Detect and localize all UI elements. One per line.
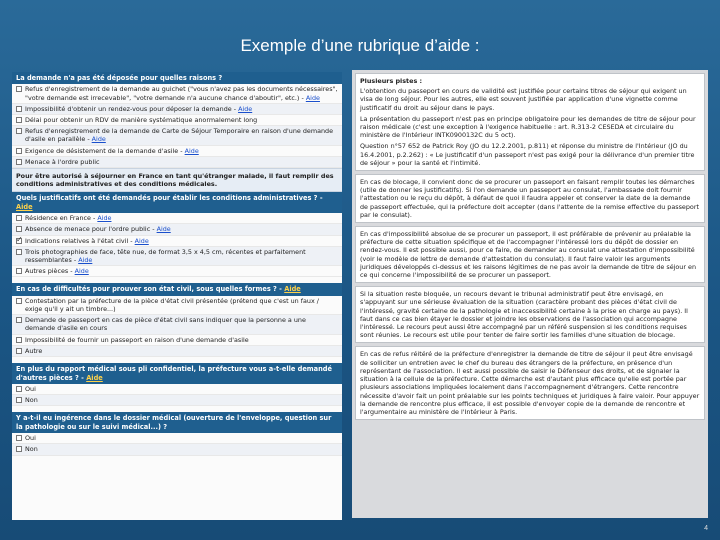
- option-checkbox[interactable]: [16, 117, 22, 123]
- option-text: Absence de menace pour l'ordre public: [25, 225, 151, 234]
- option-row[interactable]: [12, 146, 342, 157]
- question-header-reasons: [12, 72, 342, 84]
- option-label: [25, 158, 338, 166]
- justificatifs-options: [12, 213, 342, 277]
- help-paragraph: Si la situation reste bloquée, un recours devant le tribunal administratif peut être envisagé, en s'appuyant sur une sérieuse évaluation de la situation (caractère probant des pièces d'état civil de l'intéressé, gravité certaine de la pathologie et inaccessibilité certaine à la prise en charge au pays). Il faut dans ce cas bien étayer le dossier et joindre les observations de l'association qui accompagne l'intéressé. Le recours peut aussi être accompagné par un référé suspension si les conditions requises sont réunies. Le recours est utile pour tenter de faire sortir les familles d'une situation de blocage.: [360, 290, 688, 340]
- option-row[interactable]: [12, 213, 342, 224]
- question-text: Quels justificatifs ont été demandés pour établir les conditions administratives ?: [16, 194, 318, 203]
- question-text: En cas de difficultés pour prouver son état civil, sous quelles formes ?: [16, 285, 277, 294]
- question-text: La demande n'a pas été déposée pour quelles raisons ?: [16, 74, 223, 82]
- question-header-etat-civil: En cas de difficultés pour prouver son état civil, sous quelles formes ? - Aide: [12, 283, 342, 295]
- option-row[interactable]: [12, 335, 342, 346]
- aide-link[interactable]: Aide: [16, 202, 33, 211]
- option-row[interactable]: [12, 115, 342, 126]
- question-text: Y a-t-il eu ingérence dans le dossier médical (ouverture de l'enveloppe, question sur la pathologie ou sur le suivi médical...) ?: [16, 414, 332, 431]
- option-text: Non: [25, 396, 38, 405]
- option-text: Menace à l'ordre public: [25, 157, 100, 166]
- help-paragraph: En cas d'impossibilité absolue de se procurer un passeport, il est préférable de prévenir au préalable la préfecture de cette situation spécifique et de l'accompagner l'intéressé lors du dépôt de dossier en rendez-vous. Il est possible aussi, pour ce faire, de demander au consulat une attestation d'impossibilité (voir le modèle de lettre de demande d'attestation du consulat). Il faut faire valoir les arguments juridiques développés ci-dessus et les raisons légitimes de ne pas avoir la demande de titre de séjour en ce qui concerne l'impossibilité de se procurer un passeport.: [360, 230, 696, 280]
- option-row[interactable]: [12, 84, 342, 103]
- aide-link[interactable]: Aide: [74, 267, 89, 276]
- option-label: Refus d'enregistrement de la demande au guichet ("vous n'avez pas les documents nécessaires", "votre demande est irrecevable", "votre demande n'a aucune chance d'aboutir", etc.) - Aide: [25, 85, 338, 102]
- option-label: [25, 336, 338, 344]
- option-row[interactable]: [12, 224, 342, 235]
- option-checkbox[interactable]: [16, 317, 22, 323]
- option-checkbox[interactable]: [16, 215, 22, 221]
- option-checkbox[interactable]: [16, 298, 22, 304]
- option-label: [25, 434, 338, 442]
- aide-link[interactable]: Aide: [78, 256, 93, 265]
- option-checkbox[interactable]: [16, 337, 22, 343]
- option-text: Délai pour obtenir un RDV de manière systématique anormalement long: [25, 116, 258, 125]
- aide-link[interactable]: Aide: [184, 146, 199, 155]
- option-text: Non: [25, 445, 38, 454]
- aide-link[interactable]: Aide: [305, 93, 320, 102]
- page-number: 4: [704, 525, 708, 532]
- option-text: Exigence de désistement de la demande d'asile: [25, 146, 179, 155]
- ingerence-options: [12, 433, 342, 455]
- help-box-impossibilite: [355, 226, 705, 283]
- option-row[interactable]: [12, 444, 342, 455]
- aide-link[interactable]: Aide: [134, 236, 149, 245]
- option-checkbox[interactable]: [16, 148, 22, 154]
- option-checkbox[interactable]: [16, 238, 22, 244]
- help-box-title: Plusieurs pistes :: [360, 77, 423, 85]
- option-row[interactable]: [12, 433, 342, 444]
- help-box-blocage: [355, 174, 705, 223]
- option-row[interactable]: [12, 247, 342, 266]
- aide-link[interactable]: Aide: [86, 373, 103, 382]
- option-row[interactable]: [12, 157, 342, 168]
- option-row[interactable]: [12, 395, 342, 406]
- help-paragraph: L'obtention du passeport en cours de validité est justifiée pour certains titres de séjour qui exigent un visa de long séjour. Pour les autres, elle est souvent justifiée par application d'une vignette comme justificatif du droit au séjour dans le pays.: [360, 87, 687, 112]
- refusal-options: [12, 84, 342, 168]
- aide-link[interactable]: Aide: [91, 135, 106, 144]
- option-row[interactable]: [12, 266, 342, 277]
- option-text: Impossibilité d'obtenir un rendez-vous pour déposer la demande: [25, 104, 232, 113]
- help-box-refus: [355, 346, 705, 420]
- help-panel: [352, 70, 708, 518]
- aide-link[interactable]: Aide: [284, 285, 301, 294]
- option-label: Refus d'enregistrement de la demande de Carte de Séjour Temporaire en raison d'une demande d'asile en parallèle - Aide: [25, 127, 334, 144]
- slide-title: Exemple d’une rubrique d’aide :: [240, 36, 480, 55]
- option-row[interactable]: [12, 384, 342, 395]
- option-checkbox[interactable]: [16, 106, 22, 112]
- option-label: Exigence de désistement de la demande d'asile - Aide: [25, 146, 199, 155]
- form-panel: [12, 72, 342, 520]
- option-row[interactable]: [12, 126, 342, 145]
- help-box-recours: [355, 286, 705, 343]
- option-label: [25, 116, 338, 124]
- option-checkbox[interactable]: [16, 435, 22, 441]
- option-text: Oui: [25, 384, 36, 393]
- option-label: Indications relatives à l'état civil - Aide: [25, 236, 149, 245]
- question-header-ingerence: [12, 412, 342, 433]
- help-paragraph: Question n°57 652 de Patrick Roy (JO du 12.2.2001, p.811) et réponse du ministre de l'Intérieur (JO du 16.4.2001, p.2.262) : « Le justificatif d'un passeport n'est pas exigé pour la délivrance d'un premier titre de séjour » pour la santé et l'intimité.: [360, 142, 695, 167]
- option-label: Impossibilité d'obtenir un rendez-vous pour déposer la demande - Aide: [25, 104, 253, 113]
- aide-link[interactable]: Aide: [97, 214, 112, 223]
- aide-link[interactable]: Aide: [238, 104, 253, 113]
- option-text: Refus d'enregistrement de la demande au guichet ("vous n'avez pas les documents nécessaires", "votre demande est irrecevable", "votre demande n'a aucune chance d'aboutir", etc.): [25, 85, 338, 102]
- option-text: Résidence en France: [25, 214, 91, 223]
- option-checkbox[interactable]: [16, 386, 22, 392]
- option-checkbox[interactable]: [16, 159, 22, 165]
- option-label: [25, 316, 338, 332]
- question-text: En plus du rapport médical sous pli confidentiel, la préfecture vous a-t-elle demandé d'autres pièces ?: [16, 365, 333, 382]
- option-text: Indications relatives à l'état civil: [25, 236, 129, 245]
- option-label: Absence de menace pour l'ordre public - Aide: [25, 225, 171, 234]
- option-text: Autre: [25, 346, 43, 355]
- option-checkbox[interactable]: [16, 268, 22, 274]
- option-label: Trois photographies de face, tête nue, de format 3,5 x 4,5 cm, récentes et parfaitement ressemblantes - Aide: [25, 247, 306, 265]
- option-text: Oui: [25, 434, 36, 443]
- option-label: [25, 445, 338, 453]
- question-header-justificatifs: Quels justificatifs ont été demandés pour établir les conditions administratives ? - Aide: [12, 192, 342, 213]
- option-row[interactable]: [12, 346, 342, 357]
- option-row[interactable]: [12, 236, 342, 247]
- option-row[interactable]: [12, 104, 342, 115]
- option-text: Demande de passeport en cas de pièce d'état civil sans indiquer que la personne a une demande d'asile en cours: [25, 316, 306, 333]
- help-box-pistes: [355, 73, 705, 171]
- option-text: Trois photographies de face, tête nue, de format 3,5 x 4,5 cm, récentes et parfaitement ressemblantes: [25, 247, 306, 265]
- conditions-note: Pour être autorisé à séjourner en France en tant qu'étranger malade, il faut remplir des conditions administratives et des conditions médicales.: [12, 168, 342, 192]
- option-text: Autres pièces: [25, 267, 69, 276]
- etat-civil-options: [12, 296, 342, 357]
- option-checkbox[interactable]: [16, 446, 22, 452]
- option-text: Impossibilité de fournir un passeport en raison d'une demande d'asile: [25, 335, 249, 344]
- option-checkbox[interactable]: [16, 348, 22, 354]
- option-label: Résidence en France - Aide: [25, 214, 112, 223]
- help-paragraph: En cas de blocage, il convient donc de se procurer un passeport en faisant remplir toutes les démarches (utile de donner les justificatifs). Si l'on demande un passeport au consulat, l'ambassade doit fournir l'attestation ou le reçu du dépôt, à défaut de quoi il faudra appeler et conserver la date de la demande de passeport effectuée, qui la préfecture doit accepter (dans l'attente de la remise effective du passeport par le consulat).: [360, 178, 699, 219]
- question-header-autres-pieces: En plus du rapport médical sous pli confidentiel, la préfecture vous a-t-elle demandé d'autres pièces ? - Aide: [12, 363, 342, 384]
- option-label: [25, 385, 338, 393]
- option-checkbox[interactable]: [16, 397, 22, 403]
- help-paragraph: La présentation du passeport n'est pas en principe obligatoire pour les demandes de titre de séjour pour raison médicale (c'est une exception à l'exigence habituelle : art. R.313-2 CESEDA et circulaire du ministère de l'Intérieur INTK0900132C du 5 oct).: [360, 114, 696, 140]
- help-paragraph: En cas de refus réitéré de la préfecture d'enregistrer la demande de titre de séjour il peut être envisagé de solliciter un entretien avec le chef du bureau des étrangers de la préfecture, en présence d'un représentant de l'association. Il est aussi possible de saisir le Défenseur des droits, et de signaler la situation à la cellule de la préfecture. Cette démarche est d'autant plus efficace qu'elle est portée par plusieurs associations impliquées localement dans l'accompagnement d'étrangers. Cette rencontre nécessite d'avoir fait un point préalable sur les points techniques et juridiques à faire valoir. Pour appuyer la demande de rencontre plus efficace, il est possible d'envoyer copie de la demande de rencontre et l'argumentaire au ministère de l'Intérieur à Paris.: [360, 350, 700, 416]
- option-checkbox[interactable]: [16, 249, 22, 255]
- option-label: Autres pièces - Aide: [25, 267, 89, 276]
- option-label: [25, 347, 338, 355]
- autres-pieces-options: [12, 384, 342, 406]
- option-text: Contestation par la préfecture de la pièce d'état civil présentée (prétend que c'est un faux / exige qu'il y ait un timbre...): [25, 296, 319, 314]
- option-row[interactable]: [12, 315, 342, 334]
- option-label: [25, 297, 338, 313]
- aide-link[interactable]: Aide: [156, 225, 171, 234]
- option-label: [25, 396, 338, 404]
- option-text: Refus d'enregistrement de la demande de Carte de Séjour Temporaire en raison d'une demande d'asile en parallèle: [25, 127, 334, 144]
- option-row[interactable]: [12, 296, 342, 315]
- option-checkbox[interactable]: [16, 128, 22, 134]
- option-checkbox[interactable]: [16, 226, 22, 232]
- option-checkbox[interactable]: [16, 86, 22, 92]
